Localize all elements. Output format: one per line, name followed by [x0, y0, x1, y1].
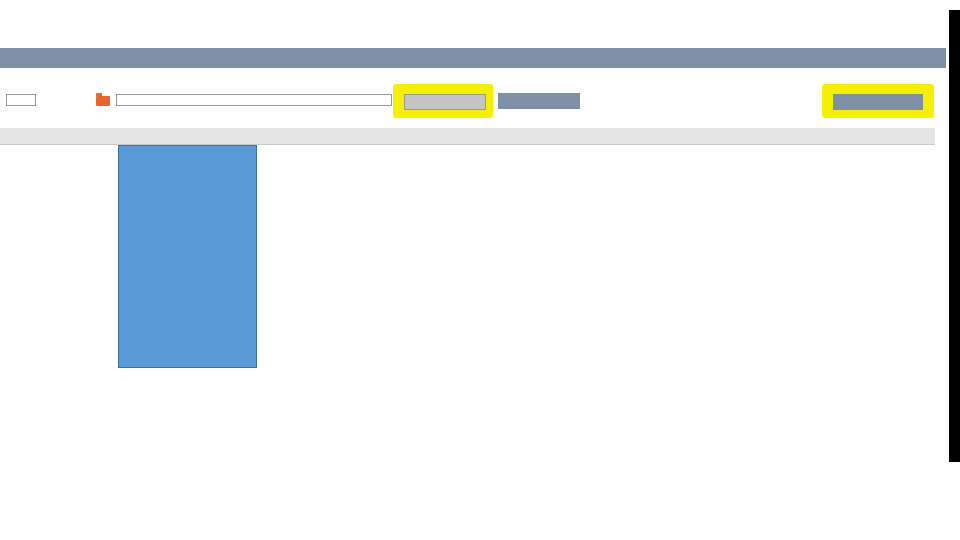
window-edge — [949, 10, 960, 462]
deselect-errors-button[interactable] — [833, 94, 923, 110]
file-path-input[interactable] — [116, 94, 392, 106]
privacy-redaction-block — [118, 145, 257, 368]
reset-button[interactable] — [498, 93, 580, 109]
year-select[interactable] — [6, 94, 36, 106]
dialog-titlebar — [0, 14, 946, 48]
section-header — [0, 48, 946, 68]
table-header — [0, 128, 935, 145]
folder-icon[interactable] — [96, 96, 110, 106]
load-file-button[interactable] — [404, 94, 486, 110]
